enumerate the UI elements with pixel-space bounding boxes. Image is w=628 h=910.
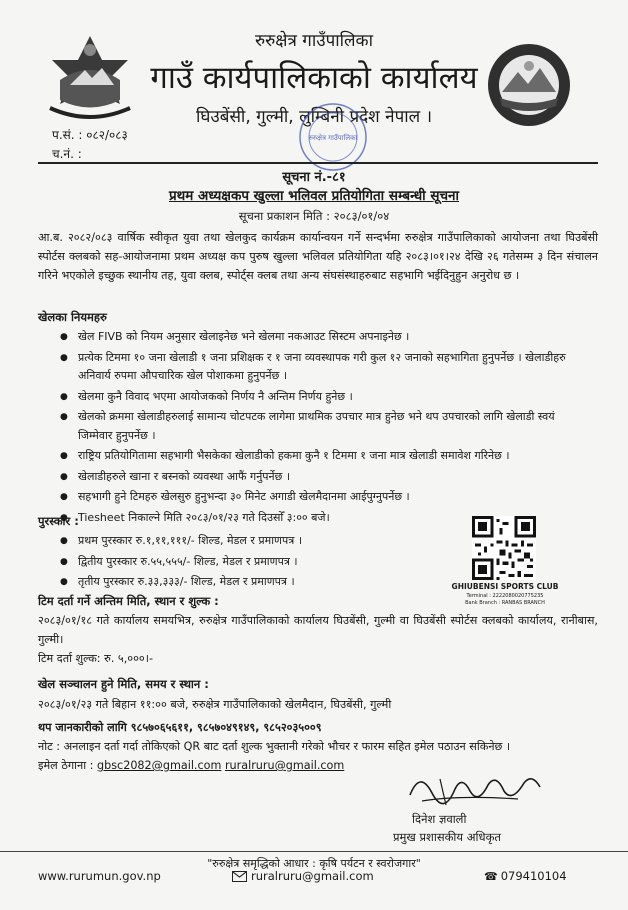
office-title: गाउँ कार्यपालिकाको कार्यालय: [150, 60, 478, 96]
footer-phone[interactable]: [484, 869, 567, 883]
footer-divider: [0, 851, 628, 852]
email-link-1[interactable]: gbsc2082@gmail.com: [97, 759, 222, 772]
notice-subject: प्रथम अध्यक्षकप खुल्ला भलिवल प्रतियोगिता सम्बन्धी सूचना: [168, 188, 460, 204]
list-item: ● खेलको क्रममा खेलाडीहरुलाई सामान्य चोटपटक लागेमा प्राथमिक उपचार मात्र हुनेछ भने थप उपचारको लागि खेलाडी स्वयं जिम्मेवार हुनुपर्नेछ ।: [60, 408, 585, 445]
list-item: ● खेलाडीहरुले खाना र बस्नको व्यवस्था आफैं गर्नुपर्नेछ ।: [60, 468, 585, 487]
stamp-text: रुरुक्षेत्र गाउँपालिका: [308, 134, 358, 142]
signature-icon: [400, 765, 550, 813]
list-item: ● राष्ट्रिय प्रतियोगितामा सहभागी भैसकेका खेलाडीको हकमा कुनै १ टिममा १ जना मात्र खेलाडी समावेश गरिनेछ ।: [60, 447, 585, 466]
publish-date: सूचना प्रकाशन मिति : २०८३/०१/०४: [238, 209, 390, 223]
payment-qr-code-icon[interactable]: [472, 516, 536, 580]
office-name: रुरुक्षेत्र गाउँपालिका: [254, 31, 374, 51]
list-item: ● तृतीय पुरस्कार रु.३३,३३३/- शिल्ड, मेडल र प्रमाणपत्र ।: [60, 573, 450, 592]
rules-list: [60, 328, 585, 529]
list-item: ● खेल FIVB को नियम अनुसार खेलाइनेछ भने खेलमा नकआउट सिस्टम अपनाइनेछ ।: [60, 328, 585, 347]
venue-text: २०८३/०१/२३ गते बिहान ११:०० बजे, रुरुक्षेत्र गाउँपालिकाको खेलमैदान, घिउबेंसी, गुल्मी: [38, 698, 392, 711]
footer-email[interactable]: [232, 869, 374, 883]
list-item: ● सहभागी हुने टिमहरु खेलसुरु हुनुभन्दा ३० मिनेट अगाडी खेलमैदानमा आईपुग्नुपर्नेछ ।: [60, 488, 585, 507]
prizes-list: [60, 532, 450, 594]
qr-branch: Bank Branch : RANBAS BRANCH: [465, 600, 545, 606]
list-item: ● प्रत्येक टिममा १० जना खेलाडी १ जना प्रशिक्षक र १ जना व्यवस्थापक गरी कुल १२ जनाको सहभागिता हुनुपर्नेछ । खेलाडीहरु अनिवार्य रुपमा औपचारिक खेल पोशाकमा हुनुपर्नेछ ।: [60, 349, 585, 386]
registration-heading: टिम दर्ता गर्ने अन्तिम मिति, स्थान र शुल्क :: [38, 594, 219, 608]
footer-motto: "रुरुक्षेत्र समृद्धिको आधार : कृषि पर्यटन र स्वरोजगार": [207, 857, 421, 870]
footer-phone-text: 079410104: [500, 869, 567, 883]
reference-number: प.सं. : ०८२/०८३: [52, 128, 128, 142]
venue-heading: खेल सञ्चालन हुने मिति, समय र स्थान :: [38, 677, 209, 691]
phone-icon: ☎: [484, 870, 498, 883]
registration-text: २०८३/०१/१८ गते कार्यालय समयभित्र, रुरुक्षेत्र गाउँपालिकाको कार्यालय घिउबेंसी, गुल्मी वा घिउबेंसी स्पोर्टस क्लबको कार्यालय, रानीबास, गुल्मी।: [38, 614, 598, 646]
list-item: ● द्वितीय पुरस्कार रु.५५,५५५/- शिल्ड, मेडल र प्रमाणपत्र ।: [60, 553, 450, 572]
office-address: घिउबेंसी, गुल्मी, लुम्बिनी प्रदेश नेपाल ।: [195, 107, 433, 127]
footer-website[interactable]: www.rurumun.gov.np: [38, 869, 161, 883]
rules-heading: खेलका नियमहरु: [38, 310, 107, 324]
dispatch-number: च.नं. :: [52, 147, 82, 161]
intro-paragraph: आ.ब. २०८२/०८३ वार्षिक स्वीकृत युवा तथा खेलकुद कार्यक्रम कार्यान्वयन गर्ने सन्दर्भमा रुरुक्षेत्र गाउँपालिकाको आयोजना तथा घिउबेंसी स्पोर्टस क्लबको सह-आयोजनामा प्रथम अध्यक्ष कप पुरुष खुल्ला भलिवल प्रतियोगिता यहि २०८३।०१।२४ देखि २६ गतेसम्म ३ दिन संचालन गरिने भएकोले इच्छुक स्थानीय तह, युवा क्लब, स्पोर्ट्स क्लब तथा अन्य संघसंस्थाहरुबाट सहभागि भईदिनुहुन अनुरोध छ ।: [38, 231, 598, 282]
envelope-icon: [232, 871, 247, 882]
signatory-designation: प्रमुख प्रशासकीय अधिकृत: [393, 830, 501, 844]
prizes-heading: पुरस्कार :: [38, 514, 79, 528]
email-link-2[interactable]: ruralruru@gmail.com: [224, 759, 345, 772]
list-item: ● प्रथम पुरस्कार रु.१,११,१११/- शिल्ड, मेडल र प्रमाणपत्र ।: [60, 532, 450, 551]
email-label: इमेल ठेगाना :: [38, 759, 94, 772]
list-item: ● Tiesheet निकाल्ने मिति २०८३/०१/२३ गते दिउसोँ ३:०० बजे।: [60, 509, 585, 528]
signatory-name: दिनेश ज्ञवाली: [412, 812, 467, 826]
contact-note: नोट : अनलाइन दर्ता गर्दा तोकिएको QR बाट दर्ता शुल्क भुक्तानी गरेको भौचर र फारम सहित इमेल पठाउन सकिनेछ ।: [38, 740, 511, 753]
footer-email-text: ruralruru@gmail.com: [251, 869, 374, 883]
contact-phones: थप जानकारीको लागि ९८५७०६५६११, ९८५७०४९१४९, ९८५२०३५००९: [38, 721, 322, 734]
list-item: ● खेलमा कुनै विवाद भएमा आयोजकको निर्णय नै अन्तिम निर्णय हुनेछ ।: [60, 388, 585, 407]
header-divider: [38, 162, 598, 164]
notice-number: सूचना नं.-८१: [282, 170, 346, 185]
qr-terminal: Terminal : 2222080020775235: [466, 593, 544, 599]
qr-title: GHIUBENSI SPORTS CLUB: [451, 582, 559, 591]
registration-fee: टिम दर्ता शुल्क: रु. ५,०००।-: [38, 652, 154, 665]
